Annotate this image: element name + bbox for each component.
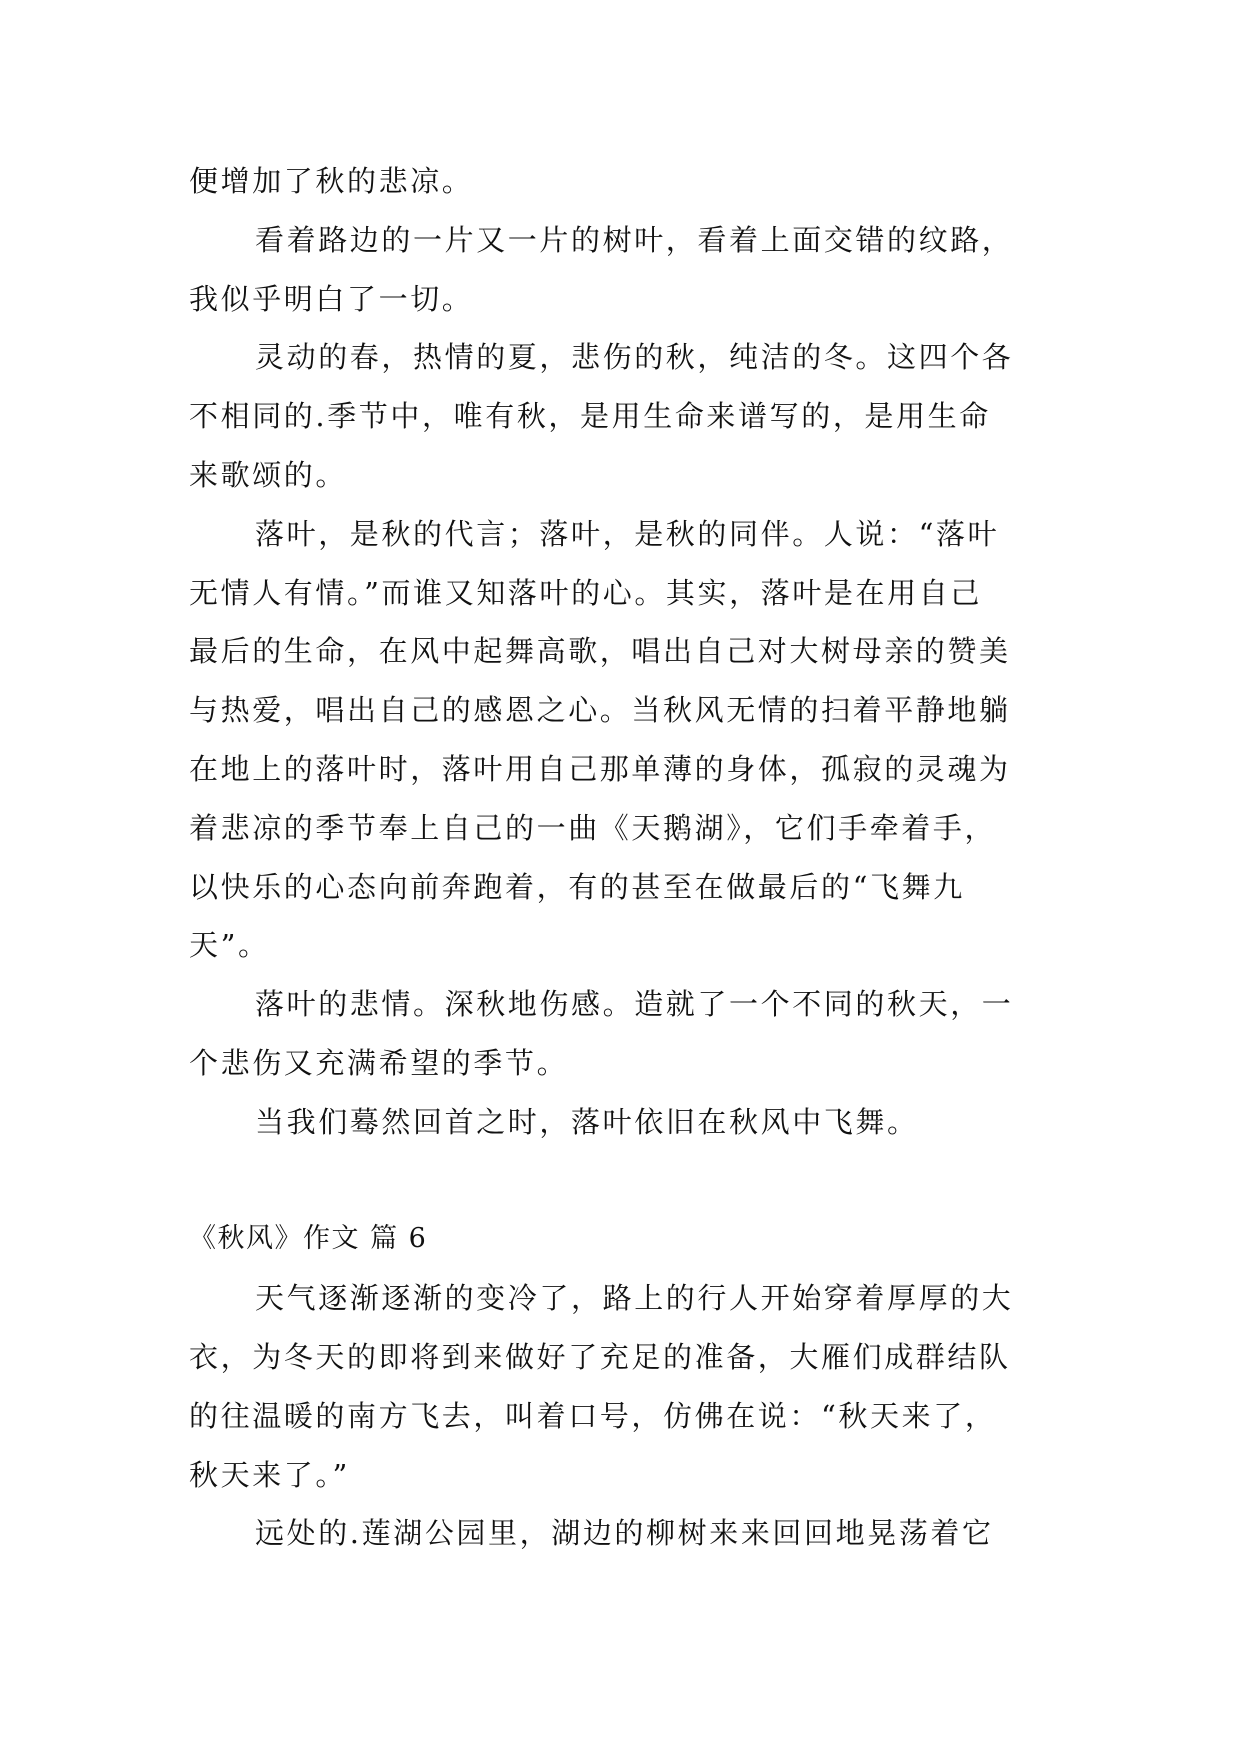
section-title: 《秋风》作文 篇 6 xyxy=(189,1223,428,1255)
text-line: 天气逐渐逐渐的变冷了，路上的行人开始穿着厚厚的大 xyxy=(255,1281,1014,1316)
text-line: 远处的.莲湖公园里，湖边的柳树来来回回地晃荡着它 xyxy=(255,1516,994,1551)
text-line: 落叶，是秋的代言；落叶，是秋的同伴。人说：“落叶 xyxy=(255,516,1000,551)
text-line: 个悲伤又充满希望的季节。 xyxy=(189,1045,569,1080)
text-line: 着悲凉的季节奉上自己的一曲《天鹅湖》，它们手牵着手， xyxy=(189,810,997,845)
paragraph-gap xyxy=(189,1152,1059,1211)
text-line: 以快乐的心态向前奔跑着，有的甚至在做最后的“飞舞九 xyxy=(189,869,965,904)
text-line: 秋天来了。” xyxy=(189,1457,350,1492)
text-line: 不相同的.季节中，唯有秋，是用生命来谱写的，是用生命 xyxy=(189,399,991,434)
text-line: 无情人有情。”而谁又知落叶的心。其实，落叶是在用自己 xyxy=(189,575,982,610)
text-line: 在地上的落叶时，落叶用自己那单薄的身体，孤寂的灵魂为 xyxy=(189,751,1011,786)
text-line: 来歌颂的。 xyxy=(189,457,348,492)
text-line: 我似乎明白了一切。 xyxy=(189,281,474,316)
text-line: 最后的生命，在风中起舞高歌，唱出自己对大树母亲的赞美 xyxy=(189,634,1011,669)
text-line: 衣，为冬天的即将到来做好了充足的准备，大雁们成群结队 xyxy=(189,1339,1011,1374)
text-line: 当我们蓦然回首之时，落叶依旧在秋风中飞舞。 xyxy=(255,1104,919,1139)
text-line: 与热爱，唱出自己的感恩之心。当秋风无情的扫着平静地躺 xyxy=(189,693,1011,728)
text-line: 的往温暖的南方飞去，叫着口号，仿佛在说：“秋天来了， xyxy=(189,1398,997,1433)
text-line: 落叶的悲情。深秋地伤感。造就了一个不同的秋天，一 xyxy=(255,987,1014,1022)
text-line: 灵动的春，热情的夏，悲伤的秋，纯洁的冬。这四个各 xyxy=(255,340,1014,375)
text-line: 天”。 xyxy=(189,928,270,963)
text-line: 看着路边的一片又一片的树叶，看着上面交错的纹路， xyxy=(255,222,1014,257)
document-body xyxy=(189,152,1059,1563)
text-line: 便增加了秋的悲凉。 xyxy=(189,164,474,198)
